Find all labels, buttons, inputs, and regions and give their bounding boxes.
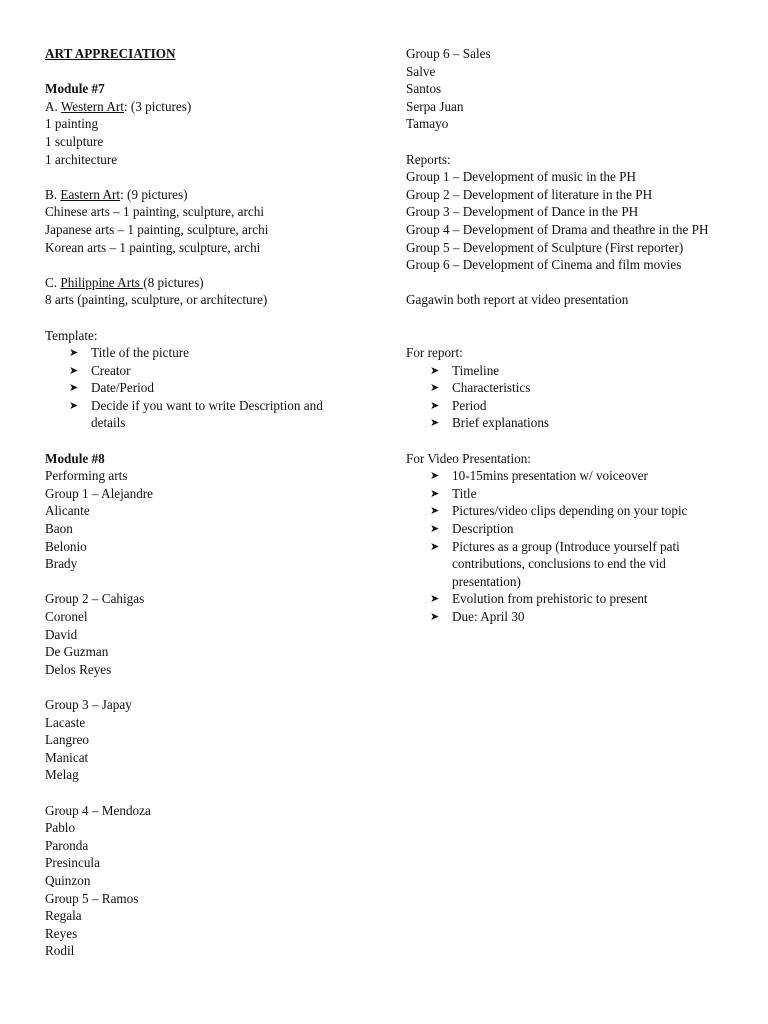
group-line: David	[45, 626, 78, 642]
list-item: ➤ Decide if you want to write Description and details	[69, 397, 323, 431]
eastern-art-label: Eastern Art	[60, 186, 121, 202]
group3-block	[45, 696, 345, 784]
group-line: Salve	[406, 63, 436, 79]
group-line: Belonio	[45, 538, 87, 554]
arrowhead-bullet-icon: ➤	[430, 539, 440, 553]
arrowhead-bullet-icon: ➤	[430, 592, 440, 606]
eastern-line: Korean arts – 1 painting, sculpture, archi	[45, 239, 261, 255]
reports-label: Reports:	[406, 151, 451, 167]
arrowhead-bullet-icon: ➤	[430, 381, 440, 395]
group6-block	[406, 45, 716, 133]
list-item: ➤ Due: April 30	[430, 609, 525, 624]
arrowhead-bullet-icon: ➤	[69, 381, 79, 395]
philippine-art-label: Philippine Arts	[60, 274, 144, 290]
group-line: Quinzon	[45, 872, 91, 888]
report-line: Group 3 – Development of Dance in the PH	[406, 204, 639, 220]
group-line: Manicat	[45, 749, 89, 765]
group-line: Group 1 – Alejandre	[45, 485, 154, 501]
group-line: Alicante	[45, 503, 90, 519]
arrowhead-bullet-icon: ➤	[430, 469, 440, 483]
template-list	[45, 344, 345, 432]
list-item: ➤ Date/Period	[69, 380, 154, 396]
list-item: ➤ Title of the picture	[69, 345, 190, 361]
arrowhead-bullet-icon: ➤	[430, 486, 440, 500]
group-line: Regala	[45, 908, 82, 924]
arrowhead-bullet-icon: ➤	[430, 416, 440, 430]
group-line: Melag	[45, 767, 79, 783]
western-line: 1 sculpture	[45, 133, 104, 149]
report-line: Group 5 – Development of Sculpture (First reporter)	[406, 239, 684, 255]
report-line: Group 2 – Development of literature in the PH	[406, 186, 653, 202]
group-line: Presincula	[45, 855, 100, 871]
list-item: ➤ Characteristics	[430, 380, 531, 396]
group-line: Lacaste	[45, 714, 86, 730]
eastern-line: Japanese arts – 1 painting, sculpture, archi	[45, 221, 269, 237]
group-line: Pablo	[45, 820, 76, 836]
module7-heading: Module #7	[45, 81, 105, 97]
group-line: Santos	[406, 81, 442, 97]
list-item: ➤ Pictures/video clips depending on your topic	[430, 503, 688, 519]
philippine-art-heading: C. Philippine Arts (8 pictures)	[45, 274, 204, 290]
list-item: ➤ Pictures as a group (Introduce yourself pati contributions, conclusions to end the vid presentation)	[430, 538, 680, 589]
for-report-list	[406, 362, 716, 432]
group-line: Langreo	[45, 732, 89, 748]
western-line: 1 painting	[45, 116, 99, 132]
philippine-line: 8 arts (painting, sculpture, or architecture)	[45, 292, 268, 308]
module8-heading: Module #8	[45, 450, 105, 466]
list-item: ➤ Evolution from prehistoric to present	[430, 591, 648, 607]
group-line: Group 3 – Japay	[45, 696, 132, 712]
eastern-art-heading: B. Eastern Art: (9 pictures)	[45, 186, 188, 202]
list-item: ➤ Timeline	[430, 362, 500, 378]
group2-block	[45, 590, 345, 678]
group-line: Coronel	[45, 609, 88, 624]
group-line: Paronda	[45, 837, 89, 853]
module8-subheading: Performing arts	[45, 468, 128, 484]
group-line: Delos Reyes	[45, 661, 112, 677]
western-art-heading: A. Western Art: (3 pictures)	[45, 98, 192, 114]
list-item: ➤ 10-15mins presentation w/ voiceover	[430, 468, 648, 484]
group-line: Group 5 – Ramos	[45, 890, 139, 906]
list-item: ➤ Brief explanations	[430, 415, 550, 431]
for-video-label: For Video Presentation:	[406, 450, 531, 466]
list-item: ➤ Title	[430, 485, 477, 501]
template-label: Template:	[45, 327, 98, 343]
for-video-list	[406, 467, 716, 625]
group-line: Serpa Juan	[406, 98, 464, 114]
for-report-label: For report:	[406, 345, 463, 361]
arrowhead-bullet-icon: ➤	[69, 363, 79, 377]
gagawin-note: Gagawin both report at video presentation	[406, 292, 629, 308]
arrowhead-bullet-icon: ➤	[69, 346, 79, 360]
arrowhead-bullet-icon: ➤	[69, 398, 79, 412]
report-line: Group 4 – Development of Drama and theathre in the PH	[406, 221, 709, 237]
arrowhead-bullet-icon: ➤	[430, 398, 440, 412]
right-column	[406, 45, 716, 626]
group-line: Baon	[45, 521, 73, 537]
eastern-line: Chinese arts – 1 painting, sculpture, archi	[45, 204, 265, 220]
report-line: Group 6 – Development of Cinema and film movies	[406, 257, 682, 273]
group-line: Tamayo	[406, 116, 449, 132]
western-art-label: Western Art	[60, 98, 124, 114]
arrowhead-bullet-icon: ➤	[430, 504, 440, 518]
group-line: Reyes	[45, 925, 78, 941]
western-line: 1 architecture	[45, 151, 118, 167]
list-item: ➤ Creator	[69, 362, 131, 378]
group1-block	[45, 485, 345, 573]
arrowhead-bullet-icon: ➤	[430, 610, 440, 623]
group-line: Group 4 – Mendoza	[45, 802, 151, 818]
group-line: Brady	[45, 556, 78, 572]
arrowhead-bullet-icon: ➤	[430, 363, 440, 377]
document-title: ART APPRECIATION	[45, 46, 176, 61]
arrowhead-bullet-icon: ➤	[430, 522, 440, 536]
reports-list	[406, 168, 716, 274]
group-line: Group 2 – Cahigas	[45, 591, 145, 607]
list-item: ➤ Period	[430, 397, 487, 413]
group-line: Group 6 – Sales	[406, 46, 491, 61]
left-column	[45, 45, 345, 960]
group-line: Rodil	[45, 943, 75, 959]
report-line: Group 1 – Development of music in the PH	[406, 169, 637, 185]
list-item: ➤ Description	[430, 521, 514, 537]
group4-block	[45, 802, 345, 960]
group-line: De Guzman	[45, 644, 109, 660]
